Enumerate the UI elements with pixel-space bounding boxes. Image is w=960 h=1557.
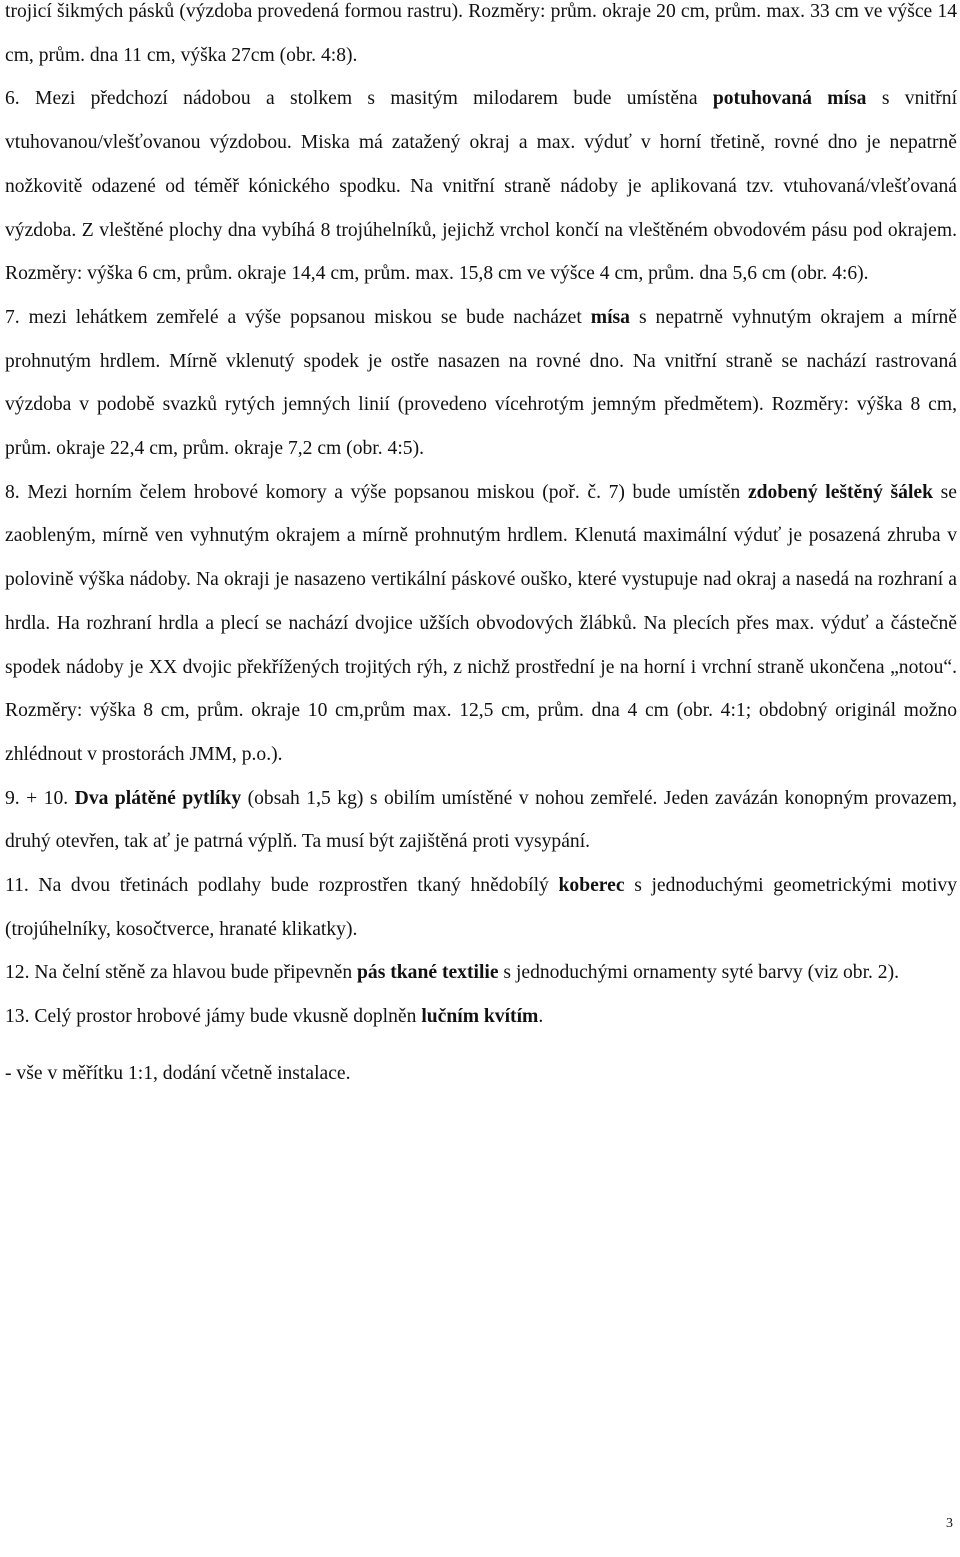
paragraph-text: trojicí šikmých pásků (výzdoba provedená formou rastru). Rozměry: prům. okraje 20 cm, prům. max. 33 cm ve výšce 14 cm, prům. dna 11 cm, výška 27cm (obr. 4:8). bbox=[5, 1, 957, 66]
paragraph-text: 7. mezi lehátkem zemřelé a výše popsanou miskou se bude nacházet bbox=[5, 306, 591, 328]
paragraph-text: 12. Na čelní stěně za hlavou bude připevněn bbox=[5, 962, 358, 984]
bold-term: potuhovaná mísa bbox=[712, 88, 867, 110]
paragraph-continued bbox=[5, 0, 957, 77]
page-number: 3 bbox=[946, 1516, 953, 1531]
paragraph-item-13 bbox=[5, 995, 957, 1039]
bold-term: pás tkané textilie bbox=[357, 962, 499, 984]
paragraph-item-11 bbox=[5, 864, 957, 951]
paragraph-text: (obsah 1,5 kg) s obilím umístěné v nohou zemřelé. Jeden zavázán konopným provazem, druhý otevřen, tak ať je patrná výplň. Ta musí být zajištěná proti vysypání. bbox=[5, 787, 958, 853]
bold-term: lučním kvítím bbox=[421, 1006, 539, 1028]
paragraph-text: . bbox=[538, 1006, 544, 1028]
footer-note: - vše v měřítku 1:1, dodání včetně instalace. bbox=[5, 1062, 351, 1084]
bold-term: koberec bbox=[558, 875, 625, 897]
document-page bbox=[5, 0, 957, 1096]
paragraph-item-6 bbox=[5, 77, 957, 296]
paragraph-item-7 bbox=[5, 296, 957, 471]
paragraph-item-12 bbox=[5, 951, 957, 995]
paragraph-item-9-10 bbox=[5, 777, 957, 864]
paragraph-text: se zaobleným, mírně ven vyhnutým okrajem a mírně prohnutým hrdlem. Klenutá maximální výduť je posazená zhruba v polovině výška nádoby. Na okraji je nasazeno vertikální páskové ouško, které vystupuje nad okraj a nasedá na rozhraní a hrdla. Ha rozhraní hrdla a plecí se nachází dvojice užších obvodových žlábků. Na plecích přes max. výduť a částečně spodek nádoby je XX dvojic překřížených trojitých rýh, z nichž prostřední je na horní i vrchní straně ukončena „notou“. Rozměry: výška 8 cm, prům. okraje 10 cm,prům max. 12,5 cm, prům. dna 4 cm (obr. 4:1; obdobný originál možno zhlédnout v prostorách JMM, p.o.). bbox=[5, 481, 957, 765]
paragraph-text: 11. Na dvou třetinách podlahy bude rozprostřen tkaný hnědobílý bbox=[5, 875, 559, 897]
paragraph-text: 9. + 10. bbox=[5, 787, 75, 809]
paragraph-text: 8. Mezi horním čelem hrobové komory a výše popsanou miskou (poř. č. 7) bude umístěn bbox=[5, 481, 748, 503]
paragraph-text: 6. Mezi předchozí nádobou a stolkem s masitým milodarem bude umístěna bbox=[5, 88, 713, 110]
paragraph-text: s jednoduchými ornamenty syté barvy (viz obr. 2). bbox=[498, 962, 900, 984]
paragraph-text: 13. Celý prostor hrobové jámy bude vkusně doplněn bbox=[5, 1006, 422, 1028]
paragraph-text: s vnitřní vtuhovanou/vlešťovanou výzdobou. Miska má zatažený okraj a max. výduť v horní třetině, rovné dno je nepatrně nožkovitě odazené od téměř kónického spodku. Na vnitřní straně nádoby je aplikovaná tzv. vtuhovaná/vlešťovaná výzdoba. Z vleštěné plochy dna vybíhá 8 trojúhelníků, jejichž vrchol končí na vleštěném obvodovém pásu pod okrajem. Rozměry: výška 6 cm, prům. okraje 14,4 cm, prům. max. 15,8 cm ve výšce 4 cm, prům. dna 5,6 cm (obr. 4:6). bbox=[5, 88, 958, 285]
bold-term: Dva plátěné pytlíky bbox=[74, 787, 242, 809]
bold-term: mísa bbox=[590, 306, 630, 328]
paragraph-text: s nepatrně vyhnutým okrajem a mírně prohnutým hrdlem. Mírně vklenutý spodek je ostře nasazen na rovné dno. Na vnitřní straně se nachází rastrovaná výzdoba v podobě svazků rytých jemných linií (provedeno vícehrotým jemným předmětem). Rozměry: výška 8 cm, prům. okraje 22,4 cm, prům. okraje 7,2 cm (obr. 4:5). bbox=[5, 306, 957, 460]
paragraph-item-8 bbox=[5, 471, 957, 777]
bold-term: zdobený leštěný šálek bbox=[747, 481, 934, 503]
paragraph-text: s jednoduchými geometrickými motivy (trojúhelníky, kosočtverce, hranaté klikatky). bbox=[5, 875, 957, 940]
